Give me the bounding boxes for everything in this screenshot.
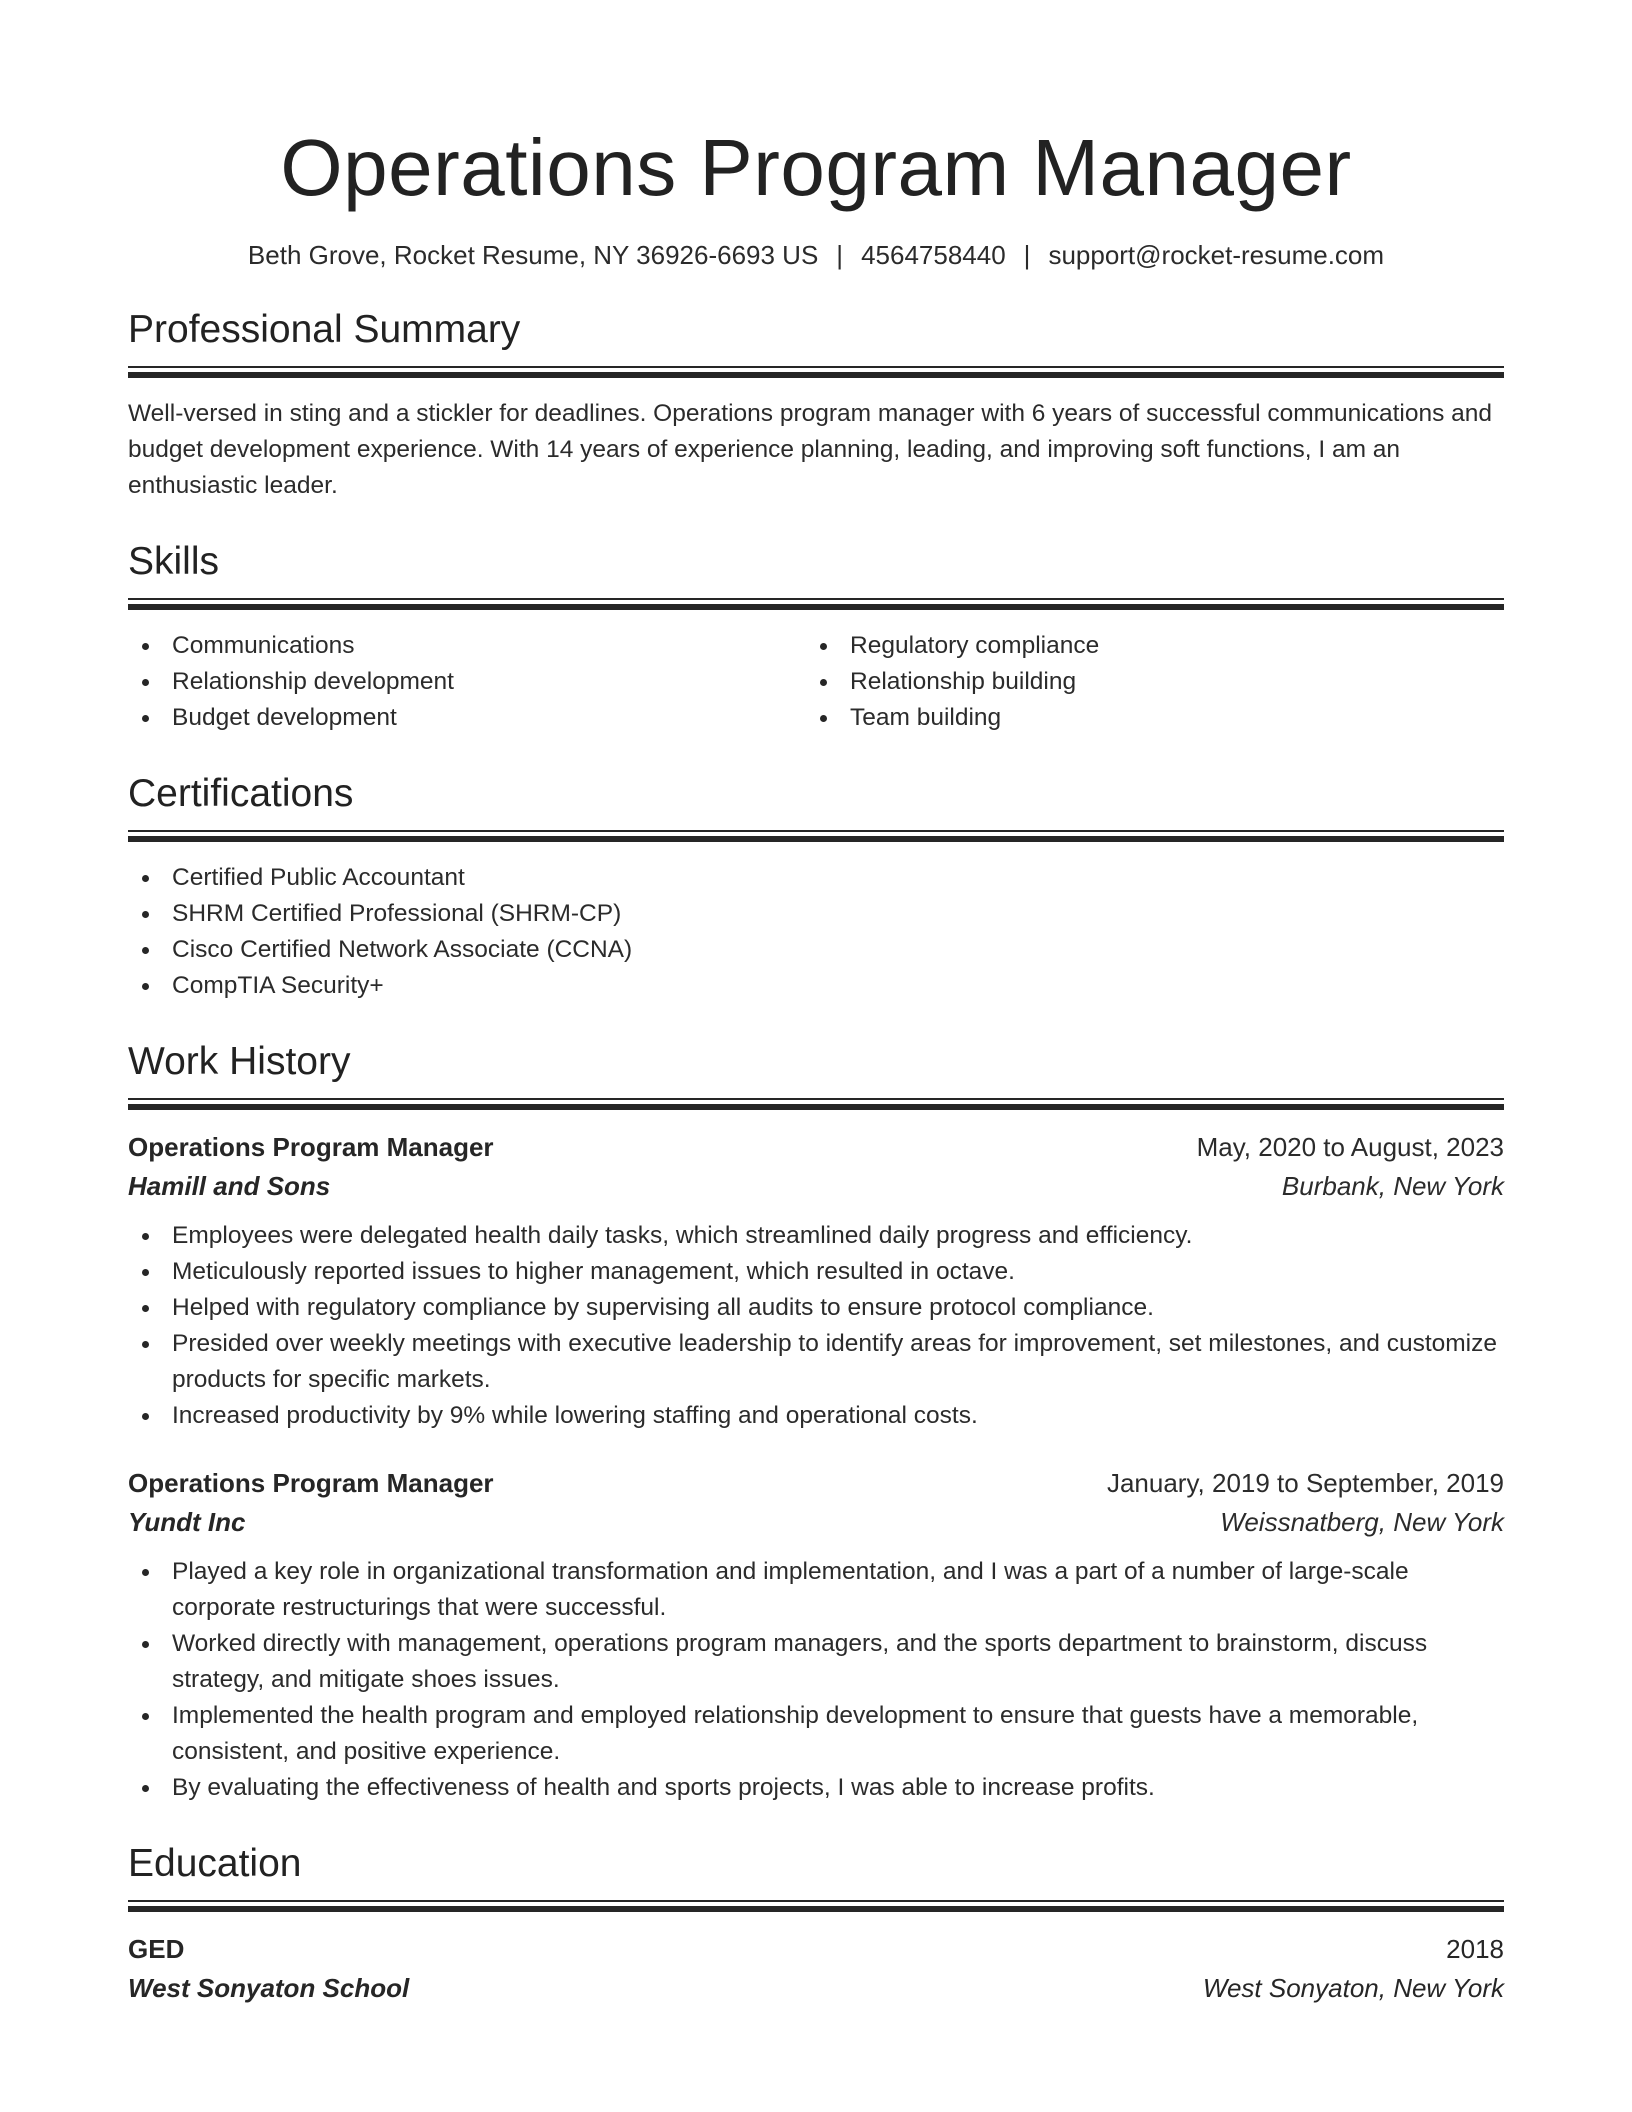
certification-item: Certified Public Accountant: [128, 860, 1504, 896]
contact-line: [128, 238, 1504, 272]
job-bullet: Employees were delegated health daily tasks, which streamlined daily progress and efficiency.: [128, 1218, 1504, 1254]
contact-email: support@rocket-resume.com: [1048, 240, 1385, 270]
contact-separator: |: [1023, 240, 1031, 270]
section-divider: [128, 1098, 1504, 1110]
contact-phone: 4564758440: [861, 240, 1006, 270]
skill-item: Relationship building: [806, 664, 1504, 700]
skill-item: Budget development: [128, 700, 806, 736]
education-degree: GED: [128, 1934, 185, 1964]
skill-item: Relationship development: [128, 664, 806, 700]
job-header-row: [128, 1128, 1504, 1167]
skills-column-left: [128, 628, 806, 736]
contact-separator: |: [836, 240, 844, 270]
job-bullet: Implemented the health program and employed relationship development to ensure that guests have a memorable, consistent, and positive experience.: [128, 1698, 1504, 1770]
job-dates: January, 2019 to September, 2019: [1106, 1468, 1504, 1498]
job-company-row: [128, 1503, 1504, 1542]
job-bullet: Increased productivity by 9% while lowering staffing and operational costs.: [128, 1398, 1504, 1434]
job-company: Yundt Inc: [128, 1507, 246, 1537]
contact-address: Beth Grove, Rocket Resume, NY 36926-6693 US: [247, 240, 819, 270]
summary-section: [128, 306, 1504, 504]
education-school: West Sonyaton School: [128, 1973, 410, 2003]
job-title: Operations Program Manager: [128, 1468, 494, 1498]
education-header-row: [128, 1930, 1504, 1969]
section-divider: [128, 1900, 1504, 1912]
job-bullets: [128, 1554, 1504, 1806]
job-dates: May, 2020 to August, 2023: [1196, 1132, 1504, 1162]
education-school-row: [128, 1969, 1504, 2008]
certification-item: CompTIA Security+: [128, 968, 1504, 1004]
education-year: 2018: [1446, 1934, 1504, 1964]
job-bullets: [128, 1218, 1504, 1434]
section-divider: [128, 830, 1504, 842]
summary-text: Well-versed in sting and a stickler for deadlines. Operations program manager with 6 years of successful communications and budget development experience. With 14 years of experience planning, leading, and improving soft functions, I am an enthusiastic leader.: [128, 400, 1493, 499]
section-divider: [128, 366, 1504, 378]
skill-item: Team building: [806, 700, 1504, 736]
certification-item: Cisco Certified Network Associate (CCNA): [128, 932, 1504, 968]
skills-section: [128, 538, 1504, 736]
section-heading: Education: [128, 1842, 302, 1885]
section-heading: Professional Summary: [128, 308, 521, 351]
job-header-row: [128, 1464, 1504, 1503]
education-location: West Sonyaton, New York: [1202, 1973, 1504, 2003]
resume-page: [128, 118, 1504, 2008]
skill-item: Communications: [128, 628, 806, 664]
job-bullet: Meticulously reported issues to higher management, which resulted in octave.: [128, 1254, 1504, 1290]
skills-column-right: [806, 628, 1504, 736]
job-location: Weissnatberg, New York: [1220, 1507, 1504, 1537]
certifications-section: [128, 770, 1504, 1004]
job-entry: [128, 1464, 1504, 1806]
section-heading: Skills: [128, 540, 220, 583]
page-title: Operations Program Manager: [280, 123, 1352, 212]
job-company: Hamill and Sons: [128, 1171, 331, 1201]
job-bullet: By evaluating the effectiveness of health and sports projects, I was able to increase profits.: [128, 1770, 1504, 1806]
skill-item: Regulatory compliance: [806, 628, 1504, 664]
section-divider: [128, 598, 1504, 610]
job-entry: [128, 1128, 1504, 1434]
job-location: Burbank, New York: [1281, 1171, 1504, 1201]
education-section: [128, 1840, 1504, 2008]
job-bullet: Presided over weekly meetings with executive leadership to identify areas for improvement, set milestones, and customize products for specific markets.: [128, 1326, 1504, 1398]
certification-item: SHRM Certified Professional (SHRM-CP): [128, 896, 1504, 932]
job-bullet: Played a key role in organizational transformation and implementation, and I was a part of a number of large-scale corporate restructurings that were successful.: [128, 1554, 1504, 1626]
certifications-list: [128, 860, 1504, 1004]
job-company-row: [128, 1167, 1504, 1206]
section-heading: Certifications: [128, 772, 354, 815]
work-history-section: [128, 1038, 1504, 1806]
skills-grid: [128, 628, 1504, 736]
job-bullet: Worked directly with management, operations program managers, and the sports department to brainstorm, discuss strategy, and mitigate shoes issues.: [128, 1626, 1504, 1698]
job-bullet: Helped with regulatory compliance by supervising all audits to ensure protocol compliance.: [128, 1290, 1504, 1326]
job-title: Operations Program Manager: [128, 1132, 494, 1162]
section-heading: Work History: [128, 1040, 351, 1083]
